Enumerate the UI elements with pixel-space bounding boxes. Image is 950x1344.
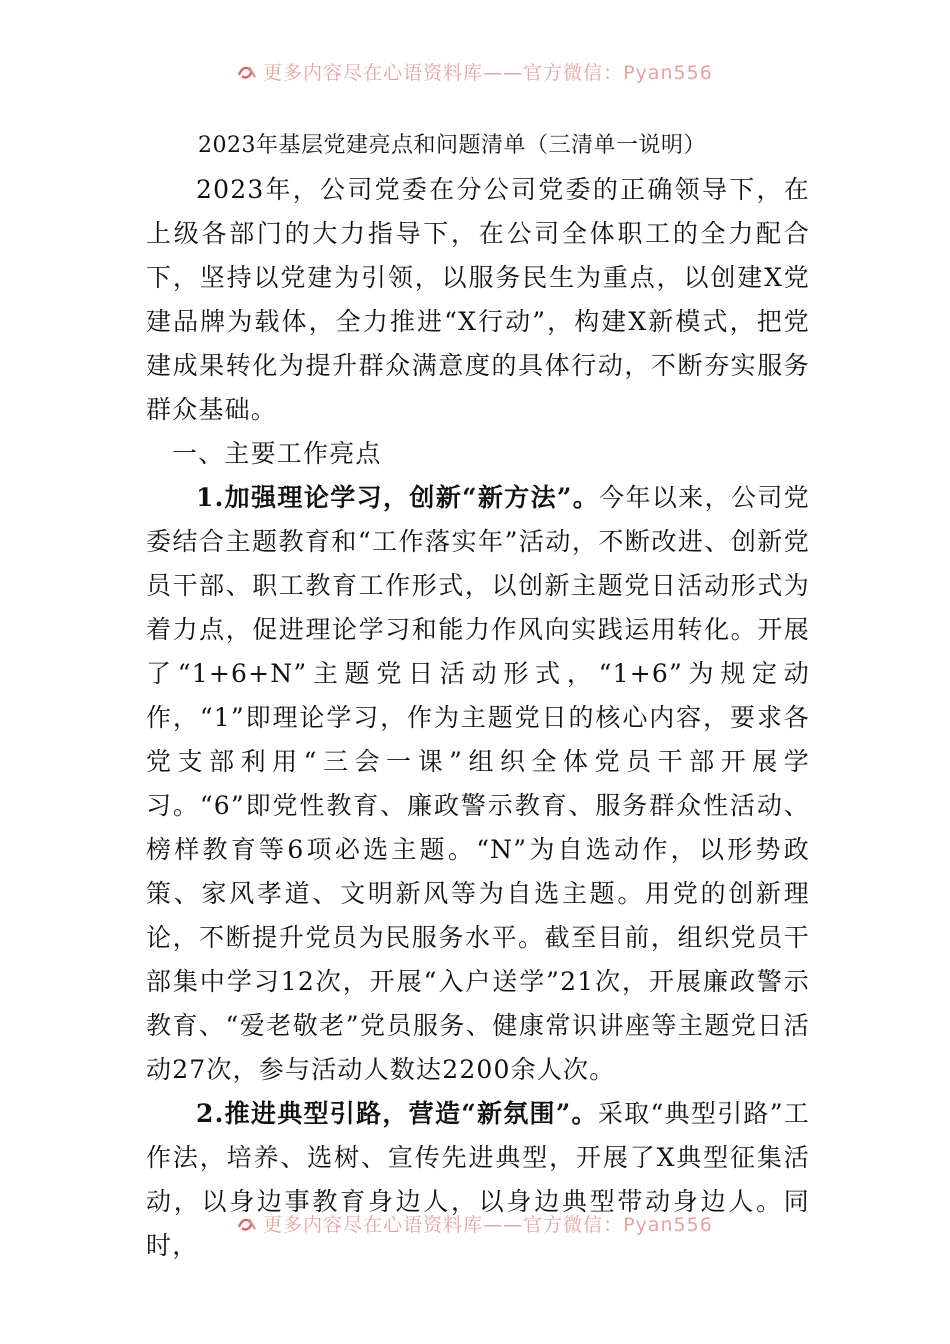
highlight-item-1 <box>146 476 810 1092</box>
watermark-text: 更多内容尽在心语资料库——官方微信：Pyan556 <box>263 1214 713 1236</box>
watermark-text: 更多内容尽在心语资料库——官方微信：Pyan556 <box>263 62 713 84</box>
watermark-logo-icon <box>237 1215 259 1233</box>
watermark-banner-bottom <box>0 1210 950 1240</box>
watermark-logo-icon <box>237 63 259 81</box>
section-heading: 一、主要工作亮点 <box>172 439 382 468</box>
item-1-body: 今年以来，公司党委结合主题教育和“工作落实年”活动，不断改进、创新党员干部、职工教育工作形式，以创新主题党日活动形式为着力点，促进理论学习和能力作风向实践运用转化。开展了“1+6+N”主题党日活动形式，“1+6”为规定动作，“1”即理论学习，作为主题党日的核心内容，要求各党支部利用“三会一课”组织全体党员干部开展学习。“6”即党性教育、廉政警示教育、服务群众性活动、榜样教育等6项必选主题。“N”为自选动作，以形势政策、家风孝道、文明新风等为自选主题。用党的创新理论，不断提升党员为民服务水平。截至目前，组织党员干部集中学习12次，开展“入户送学”21次，开展廉政警示教育、“爱老敬老”党员服务、健康常识讲座等主题党日活动27次，参与活动人数达2200余人次。 <box>146 483 810 1084</box>
item-2-lead: 2.推进典型引路，营造“新氛围”。 <box>196 1099 598 1128</box>
document-body <box>146 124 810 1268</box>
intro-paragraph: 2023年，公司党委在分公司党委的正确领导下，在上级各部门的大力指导下，在公司全体职工的全力配合下，坚持以党建为引领，以服务民生为重点，以创建X党建品牌为载体，全力推进“X行动”，构建X新模式，把党建成果转化为提升群众满意度的具体行动，不断夯实服务群众基础。 <box>146 175 810 424</box>
watermark-banner-top <box>0 58 950 88</box>
document-title: 2023年基层党建亮点和问题清单（三清单一说明） <box>198 133 706 158</box>
highlight-item-2 <box>146 1092 810 1268</box>
item-1-lead: 1.加强理论学习，创新“新方法”。 <box>196 483 600 512</box>
item-2-body: 采取“典型引路”工作法，培养、选树、宣传先进典型，开展了X典型征集活动，以身边事教育身边人，以身边典型带动身边人。同时， <box>146 1099 810 1260</box>
